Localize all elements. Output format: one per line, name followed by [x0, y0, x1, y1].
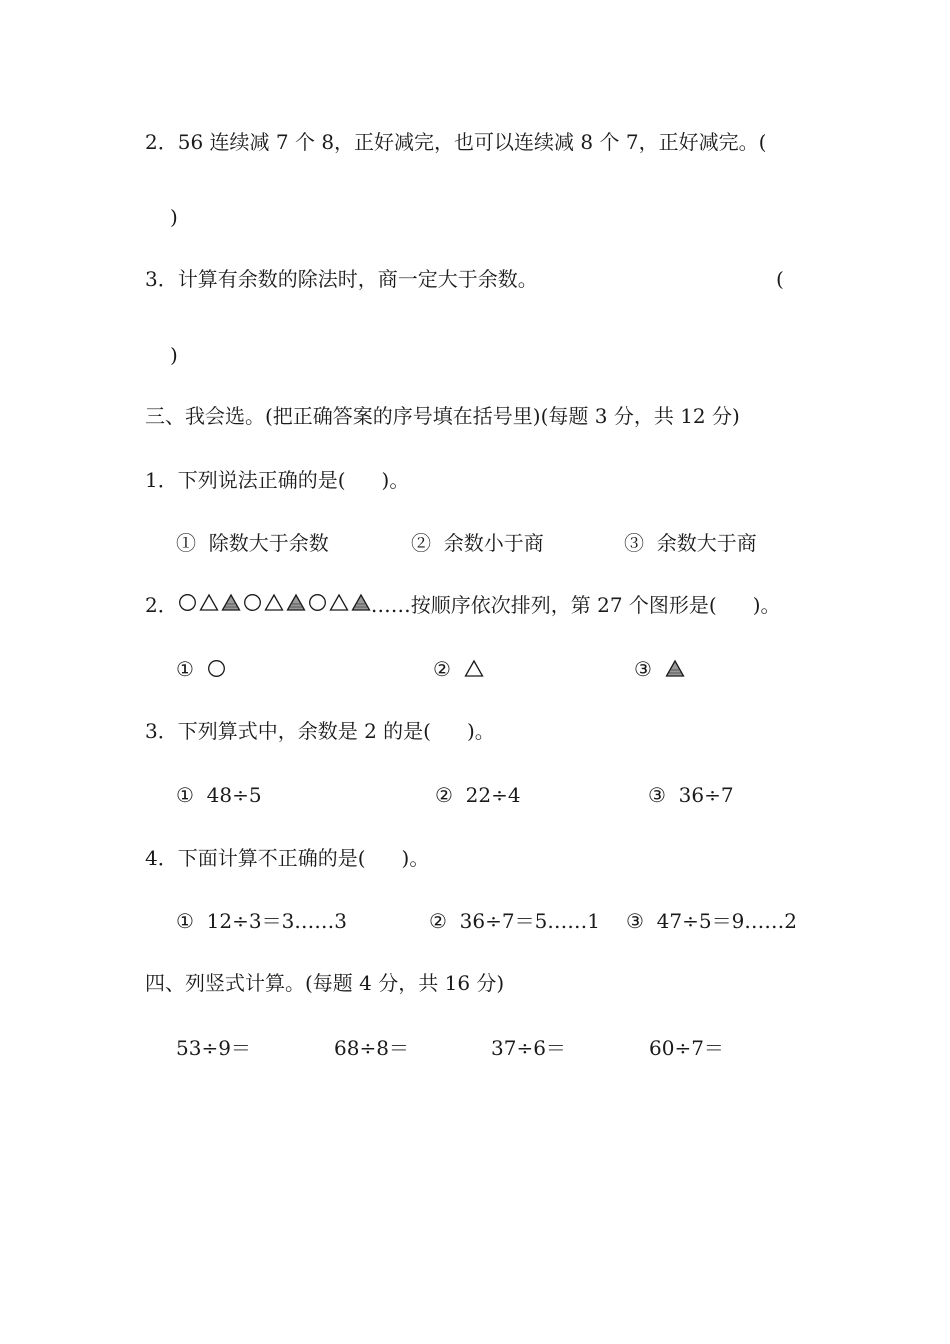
calc-problem-3: 37÷6＝	[491, 1036, 566, 1060]
choice-q3-option-2	[435, 783, 521, 807]
section4-heading: 四、列竖式计算。(每题 4 分，共 16 分)	[145, 971, 505, 995]
option-text: 22÷4	[465, 783, 521, 807]
choice-q2	[145, 593, 781, 617]
option-text: 余数小于商	[443, 531, 544, 555]
choice-q2-text: ……按顺序依次排列，第 27 个图形是(	[370, 593, 717, 617]
section3-heading: 三、我会选。(把正确答案的序号填在括号里)(每题 3 分，共 12 分)	[145, 404, 740, 428]
option-mark: ③	[626, 909, 644, 933]
calc-problem-4: 60÷7＝	[649, 1036, 724, 1060]
calc-problem-1: 53÷9＝	[176, 1036, 251, 1060]
choice-q1	[145, 468, 409, 492]
triangle-icon	[329, 593, 349, 612]
choice-q3-option-1	[176, 783, 262, 807]
choice-q1-option-2	[411, 531, 544, 555]
circle-icon	[308, 593, 327, 612]
option-mark: ②	[435, 783, 453, 807]
option-text: 36÷7＝5……1	[459, 909, 601, 933]
shaded-triangle-icon	[286, 593, 306, 612]
choice-q3-option-3	[648, 783, 734, 807]
choice-q2-num: 2．	[145, 593, 178, 617]
choice-q3-suffix: )。	[466, 719, 495, 743]
choice-q4-text: 下面计算不正确的是(	[177, 846, 366, 870]
option-text: 36÷7	[678, 783, 734, 807]
judge-q3-text: 计算有余数的除法时，商一定大于余数。	[177, 267, 538, 291]
judge-q3-close-paren: )	[170, 343, 178, 367]
choice-q3-num: 3．	[145, 719, 178, 743]
choice-q1-suffix: )。	[381, 468, 410, 492]
judge-q3-num: 3．	[145, 267, 178, 291]
choice-q4-option-2	[429, 909, 600, 933]
judge-q3-open-paren: (	[776, 267, 784, 291]
triangle-icon	[464, 659, 484, 678]
option-text: 47÷5＝9……2	[656, 909, 798, 933]
circle-icon	[207, 659, 226, 678]
option-text: 48÷5	[206, 783, 262, 807]
judge-q2-num: 2．	[145, 130, 178, 154]
choice-q1-num: 1．	[145, 468, 178, 492]
judge-q3	[145, 267, 538, 291]
option-mark: ①	[176, 783, 194, 807]
choice-q1-option-3	[624, 531, 757, 555]
judge-q2-close-paren: )	[170, 205, 178, 229]
choice-q4-option-3	[626, 909, 797, 933]
choice-q2-option-2	[433, 657, 484, 681]
choice-q2-option-3	[634, 657, 685, 681]
choice-q3-text: 下列算式中，余数是 2 的是(	[177, 719, 431, 743]
circle-icon	[178, 593, 197, 612]
choice-q3	[145, 719, 495, 743]
shaded-triangle-icon	[221, 593, 241, 612]
choice-q4-suffix: )。	[401, 846, 430, 870]
shaded-triangle-icon	[665, 659, 685, 678]
choice-q4	[145, 846, 429, 870]
judge-q2	[145, 130, 766, 154]
option-mark: ③	[624, 531, 644, 555]
option-mark: ②	[411, 531, 431, 555]
option-text: 余数大于商	[656, 531, 757, 555]
calc-problem-2: 68÷8＝	[334, 1036, 409, 1060]
option-mark: ①	[176, 909, 194, 933]
shape-sequence	[178, 593, 371, 612]
shaded-triangle-icon	[351, 593, 371, 612]
option-mark: ②	[433, 657, 451, 681]
choice-q1-text: 下列说法正确的是(	[177, 468, 346, 492]
triangle-icon	[199, 593, 219, 612]
triangle-icon	[264, 593, 284, 612]
option-mark: ②	[429, 909, 447, 933]
choice-q4-option-1	[176, 909, 347, 933]
option-text: 12÷3＝3……3	[206, 909, 348, 933]
option-mark: ①	[176, 531, 196, 555]
circle-icon	[243, 593, 262, 612]
option-mark: ③	[648, 783, 666, 807]
option-text: 除数大于余数	[208, 531, 329, 555]
choice-q2-suffix: )。	[752, 593, 781, 617]
choice-q1-option-1	[176, 531, 329, 555]
choice-q2-option-1	[176, 657, 226, 681]
option-mark: ①	[176, 657, 194, 681]
judge-q2-text: 56 连续减 7 个 8，正好减完，也可以连续减 8 个 7，正好减完。(	[177, 130, 767, 154]
option-mark: ③	[634, 657, 652, 681]
choice-q4-num: 4．	[145, 846, 178, 870]
